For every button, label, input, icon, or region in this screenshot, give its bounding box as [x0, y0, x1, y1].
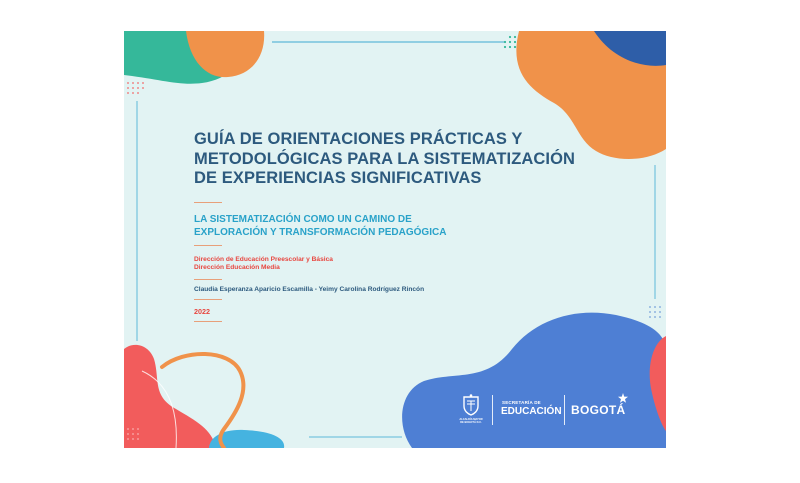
document-subtitle	[194, 214, 534, 239]
publication-year: 2022	[194, 307, 210, 316]
book-cover	[124, 31, 666, 448]
dot-pattern-top-left	[127, 82, 144, 94]
logo-separator	[564, 395, 565, 425]
alcaldia-line: ALCALDÍA MAYOR	[459, 418, 483, 421]
direccion-educacion-media: Dirección Educación Media	[194, 264, 280, 271]
alcaldia-label	[454, 418, 488, 424]
secretaria-label: SECRETARÍA DE	[502, 400, 541, 405]
subtitle-line: LA SISTEMATIZACIÓN COMO UN CAMINO DE	[194, 214, 412, 225]
bogota-logo: BOGOTÁ	[571, 403, 626, 417]
title-line: METODOLÓGICAS PARA LA SISTEMATIZACIÓN	[194, 149, 576, 168]
divider	[194, 245, 222, 246]
divider	[194, 202, 222, 203]
coat-of-arms-icon	[462, 394, 480, 416]
title-line: GUÍA DE ORIENTACIONES PRÁCTICAS Y	[194, 130, 523, 148]
divider	[194, 279, 222, 280]
title-line: DE EXPERIENCIAS SIGNIFICATIVAS	[194, 169, 482, 187]
blue-blob-bottom-right	[402, 313, 666, 448]
decorative-background	[124, 31, 666, 448]
divider	[194, 299, 222, 300]
dot-pattern-right	[649, 306, 661, 318]
alcaldia-line: DE BOGOTÁ D.C.	[460, 421, 482, 424]
direccion-preescolar-basica: Dirección de Educación Preescolar y Básica	[194, 256, 333, 263]
logo-separator	[492, 395, 493, 425]
educacion-label: EDUCACIÓN	[501, 406, 562, 417]
document-title	[194, 130, 614, 189]
authors: Claudia Esperanza Aparicio Escamilla - Yeimy Carolina Rodríguez Rincón	[194, 286, 425, 293]
star-icon	[618, 393, 628, 403]
subtitle-line: EXPLORACIÓN Y TRANSFORMACIÓN PEDAGÓGICA	[194, 226, 447, 238]
institutional-logos	[454, 393, 634, 427]
divider	[194, 321, 222, 322]
